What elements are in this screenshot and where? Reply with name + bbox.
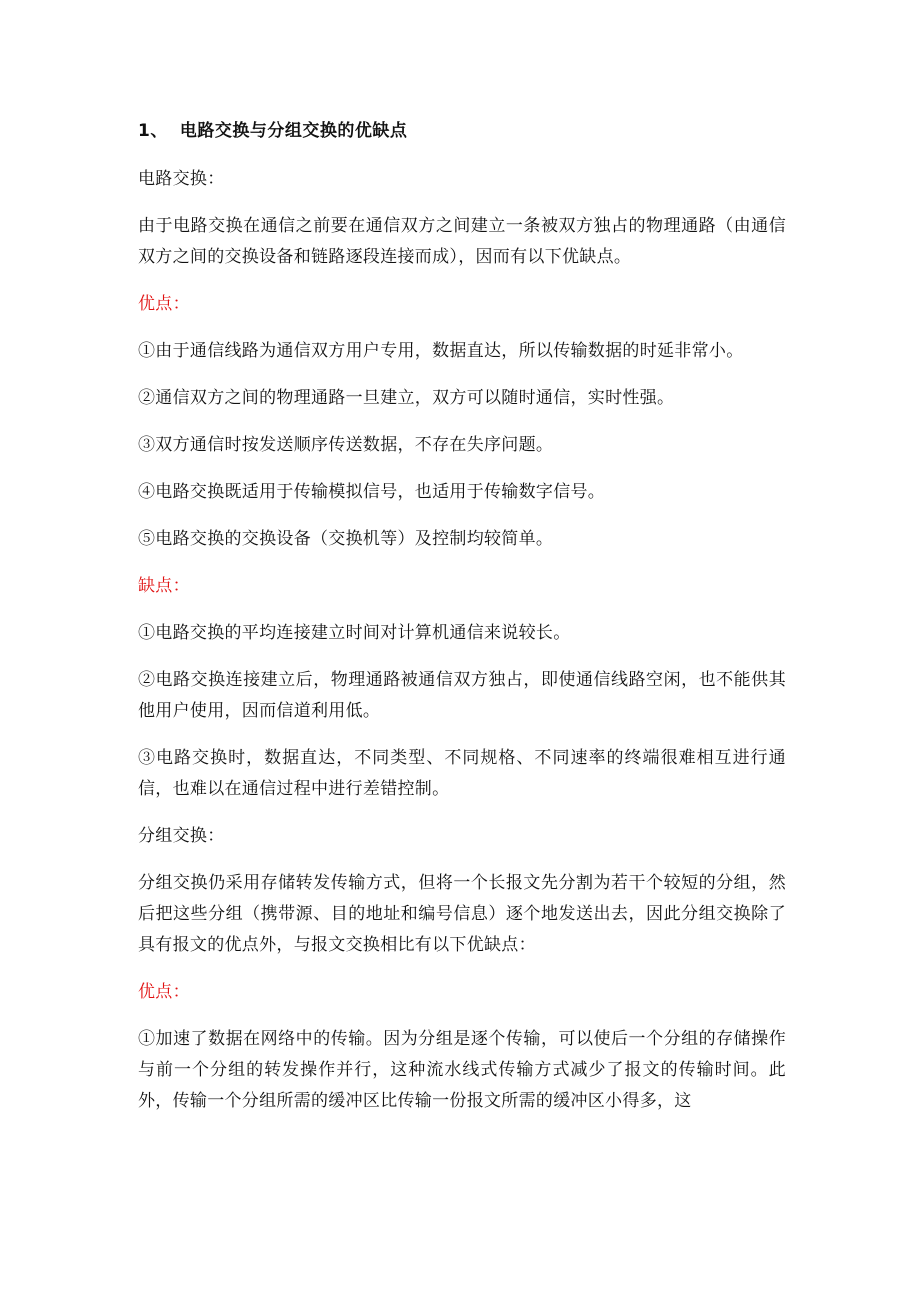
packet-intro: 分组交换仍采用存储转发传输方式，但将一个长报文先分割为若干个较短的分组，然后把这些分组（携带源、目的地址和编号信息）逐个地发送出去，因此分组交换除了具有报文的优点外，与报文交换相比有以下优缺点： xyxy=(138,873,786,955)
packet-advantage-1: ①加速了数据在网络中的传输。因为分组是逐个传输，可以使后一个分组的存储操作与前一个分组的转发操作并行，这种流水线式传输方式减少了报文的传输时间。此外，传输一个分组所需的缓冲区比传输一份报文所需的缓冲区小得多，这 xyxy=(138,1029,786,1111)
heading-title: 电路交换与分组交换的优缺点 xyxy=(179,121,408,141)
section-heading xyxy=(138,118,786,144)
packet-section-label: 分组交换： xyxy=(138,826,225,846)
circuit-advantages-label: 优点： xyxy=(138,294,190,314)
circuit-advantage-5: ⑤电路交换的交换设备（交换机等）及控制均较简单。 xyxy=(138,529,554,549)
packet-advantages-label: 优点： xyxy=(138,982,190,1002)
circuit-advantage-4: ④电路交换既适用于传输模拟信号，也适用于传输数字信号。 xyxy=(138,482,606,502)
document-body xyxy=(138,118,786,1133)
circuit-disadvantage-1: ①电路交换的平均连接建立时间对计算机通信来说较长。 xyxy=(138,623,571,643)
circuit-section-label: 电路交换： xyxy=(138,169,225,189)
heading-number: 1、 xyxy=(138,121,168,141)
circuit-advantage-2: ②通信双方之间的物理通路一旦建立，双方可以随时通信，实时性强。 xyxy=(138,388,675,408)
circuit-advantage-1: ①由于通信线路为通信双方用户专用，数据直达，所以传输数据的时延非常小。 xyxy=(138,341,744,361)
circuit-advantage-3: ③双方通信时按发送顺序传送数据，不存在失序问题。 xyxy=(138,435,554,455)
circuit-disadvantage-2: ②电路交换连接建立后，物理通路被通信双方独占，即使通信线路空闲，也不能供其他用户使用，因而信道利用低。 xyxy=(138,670,786,721)
circuit-intro: 由于电路交换在通信之前要在通信双方之间建立一条被双方独占的物理通路（由通信双方之间的交换设备和链路逐段连接而成），因而有以下优缺点。 xyxy=(138,216,786,267)
circuit-disadvantage-3: ③电路交换时，数据直达，不同类型、不同规格、不同速率的终端很难相互进行通信，也难以在通信过程中进行差错控制。 xyxy=(138,748,786,799)
circuit-disadvantages-label: 缺点： xyxy=(138,576,190,596)
